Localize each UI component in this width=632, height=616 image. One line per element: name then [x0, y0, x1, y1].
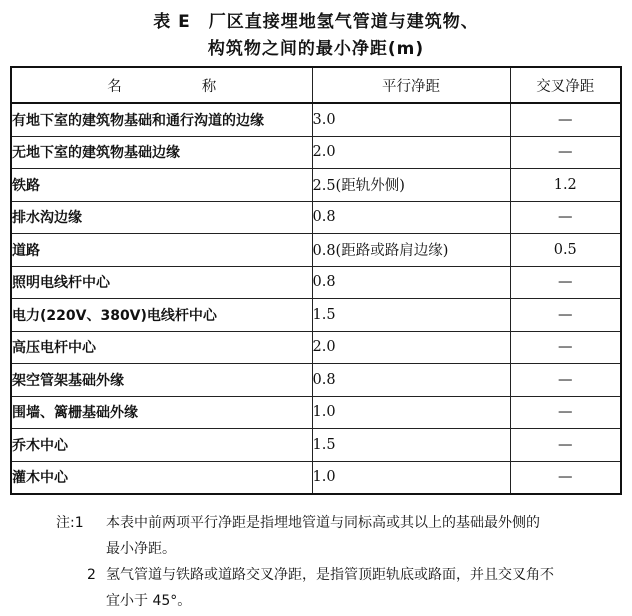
row-cross: — [510, 201, 621, 234]
note-2-line2: 宜小于 45°。 [106, 593, 192, 609]
table-row [11, 331, 621, 364]
row-name: 排水沟边缘 [11, 201, 312, 234]
row-parallel: 2.0 [312, 136, 510, 169]
row-name: 围墙、篱栅基础外缘 [11, 396, 312, 429]
row-cross: — [510, 461, 621, 494]
row-parallel: 1.0 [312, 461, 510, 494]
table-row [11, 103, 621, 136]
row-cross: 0.5 [510, 234, 621, 267]
table-row [11, 266, 621, 299]
note-1-line1: 本表中前两项平行净距是指埋地管道与同标高或其以上的基础最外侧的 [106, 515, 540, 531]
table-notes [56, 510, 626, 614]
row-name: 灌木中心 [11, 461, 312, 494]
row-cross: — [510, 396, 621, 429]
note-1-line2: 最小净距。 [106, 541, 176, 557]
table-row [11, 364, 621, 397]
row-cross: — [510, 331, 621, 364]
note-item-2 [56, 562, 626, 614]
table-row [11, 234, 621, 267]
table-title-line2: 构筑物之间的最小净距(m) [207, 39, 425, 59]
note-item-1 [56, 510, 626, 562]
row-parallel: 1.5 [312, 299, 510, 332]
table-header-row [11, 67, 621, 103]
table-row [11, 201, 621, 234]
row-name: 有地下室的建筑物基础和通行沟道的边缘 [11, 103, 312, 136]
row-parallel: 0.8(距路或路肩边缘) [312, 234, 510, 267]
row-cross: — [510, 266, 621, 299]
table-title-line1: 表 E 厂区直接埋地氢气管道与建筑物、 [153, 12, 479, 32]
row-cross: — [510, 136, 621, 169]
row-parallel: 1.0 [312, 396, 510, 429]
table-row [11, 429, 621, 462]
header-parallel: 平行净距 [312, 67, 510, 103]
note-2-number: 2 [87, 567, 96, 583]
header-name-char2: 称 [201, 78, 217, 95]
table-row [11, 169, 621, 202]
header-name [11, 67, 312, 103]
header-cross: 交叉净距 [510, 67, 621, 103]
table-row [11, 299, 621, 332]
row-cross: — [510, 299, 621, 332]
row-name: 高压电杆中心 [11, 331, 312, 364]
row-name: 架空管架基础外缘 [11, 364, 312, 397]
row-name: 乔木中心 [11, 429, 312, 462]
notes-label: 注:1 [56, 515, 84, 531]
row-parallel: 0.8 [312, 364, 510, 397]
row-parallel: 3.0 [312, 103, 510, 136]
row-parallel: 2.0 [312, 331, 510, 364]
row-cross: — [510, 364, 621, 397]
row-cross: — [510, 103, 621, 136]
table-row [11, 396, 621, 429]
header-name-char1: 名 [107, 78, 122, 95]
table-row [11, 461, 621, 494]
row-parallel: 2.5(距轨外侧) [312, 169, 510, 202]
row-name: 无地下室的建筑物基础边缘 [11, 136, 312, 169]
note-2-line1: 氢气管道与铁路或道路交叉净距，是指管顶距轨底或路面，并且交叉角不 [106, 567, 554, 583]
row-parallel: 0.8 [312, 266, 510, 299]
clearance-table [10, 66, 622, 495]
row-name: 照明电线杆中心 [11, 266, 312, 299]
row-name: 电力(220V、380V)电线杆中心 [11, 299, 312, 332]
row-parallel: 0.8 [312, 201, 510, 234]
table-row [11, 136, 621, 169]
row-parallel: 1.5 [312, 429, 510, 462]
row-cross: — [510, 429, 621, 462]
row-name: 道路 [11, 234, 312, 267]
row-name: 铁路 [11, 169, 312, 202]
row-cross: 1.2 [510, 169, 621, 202]
